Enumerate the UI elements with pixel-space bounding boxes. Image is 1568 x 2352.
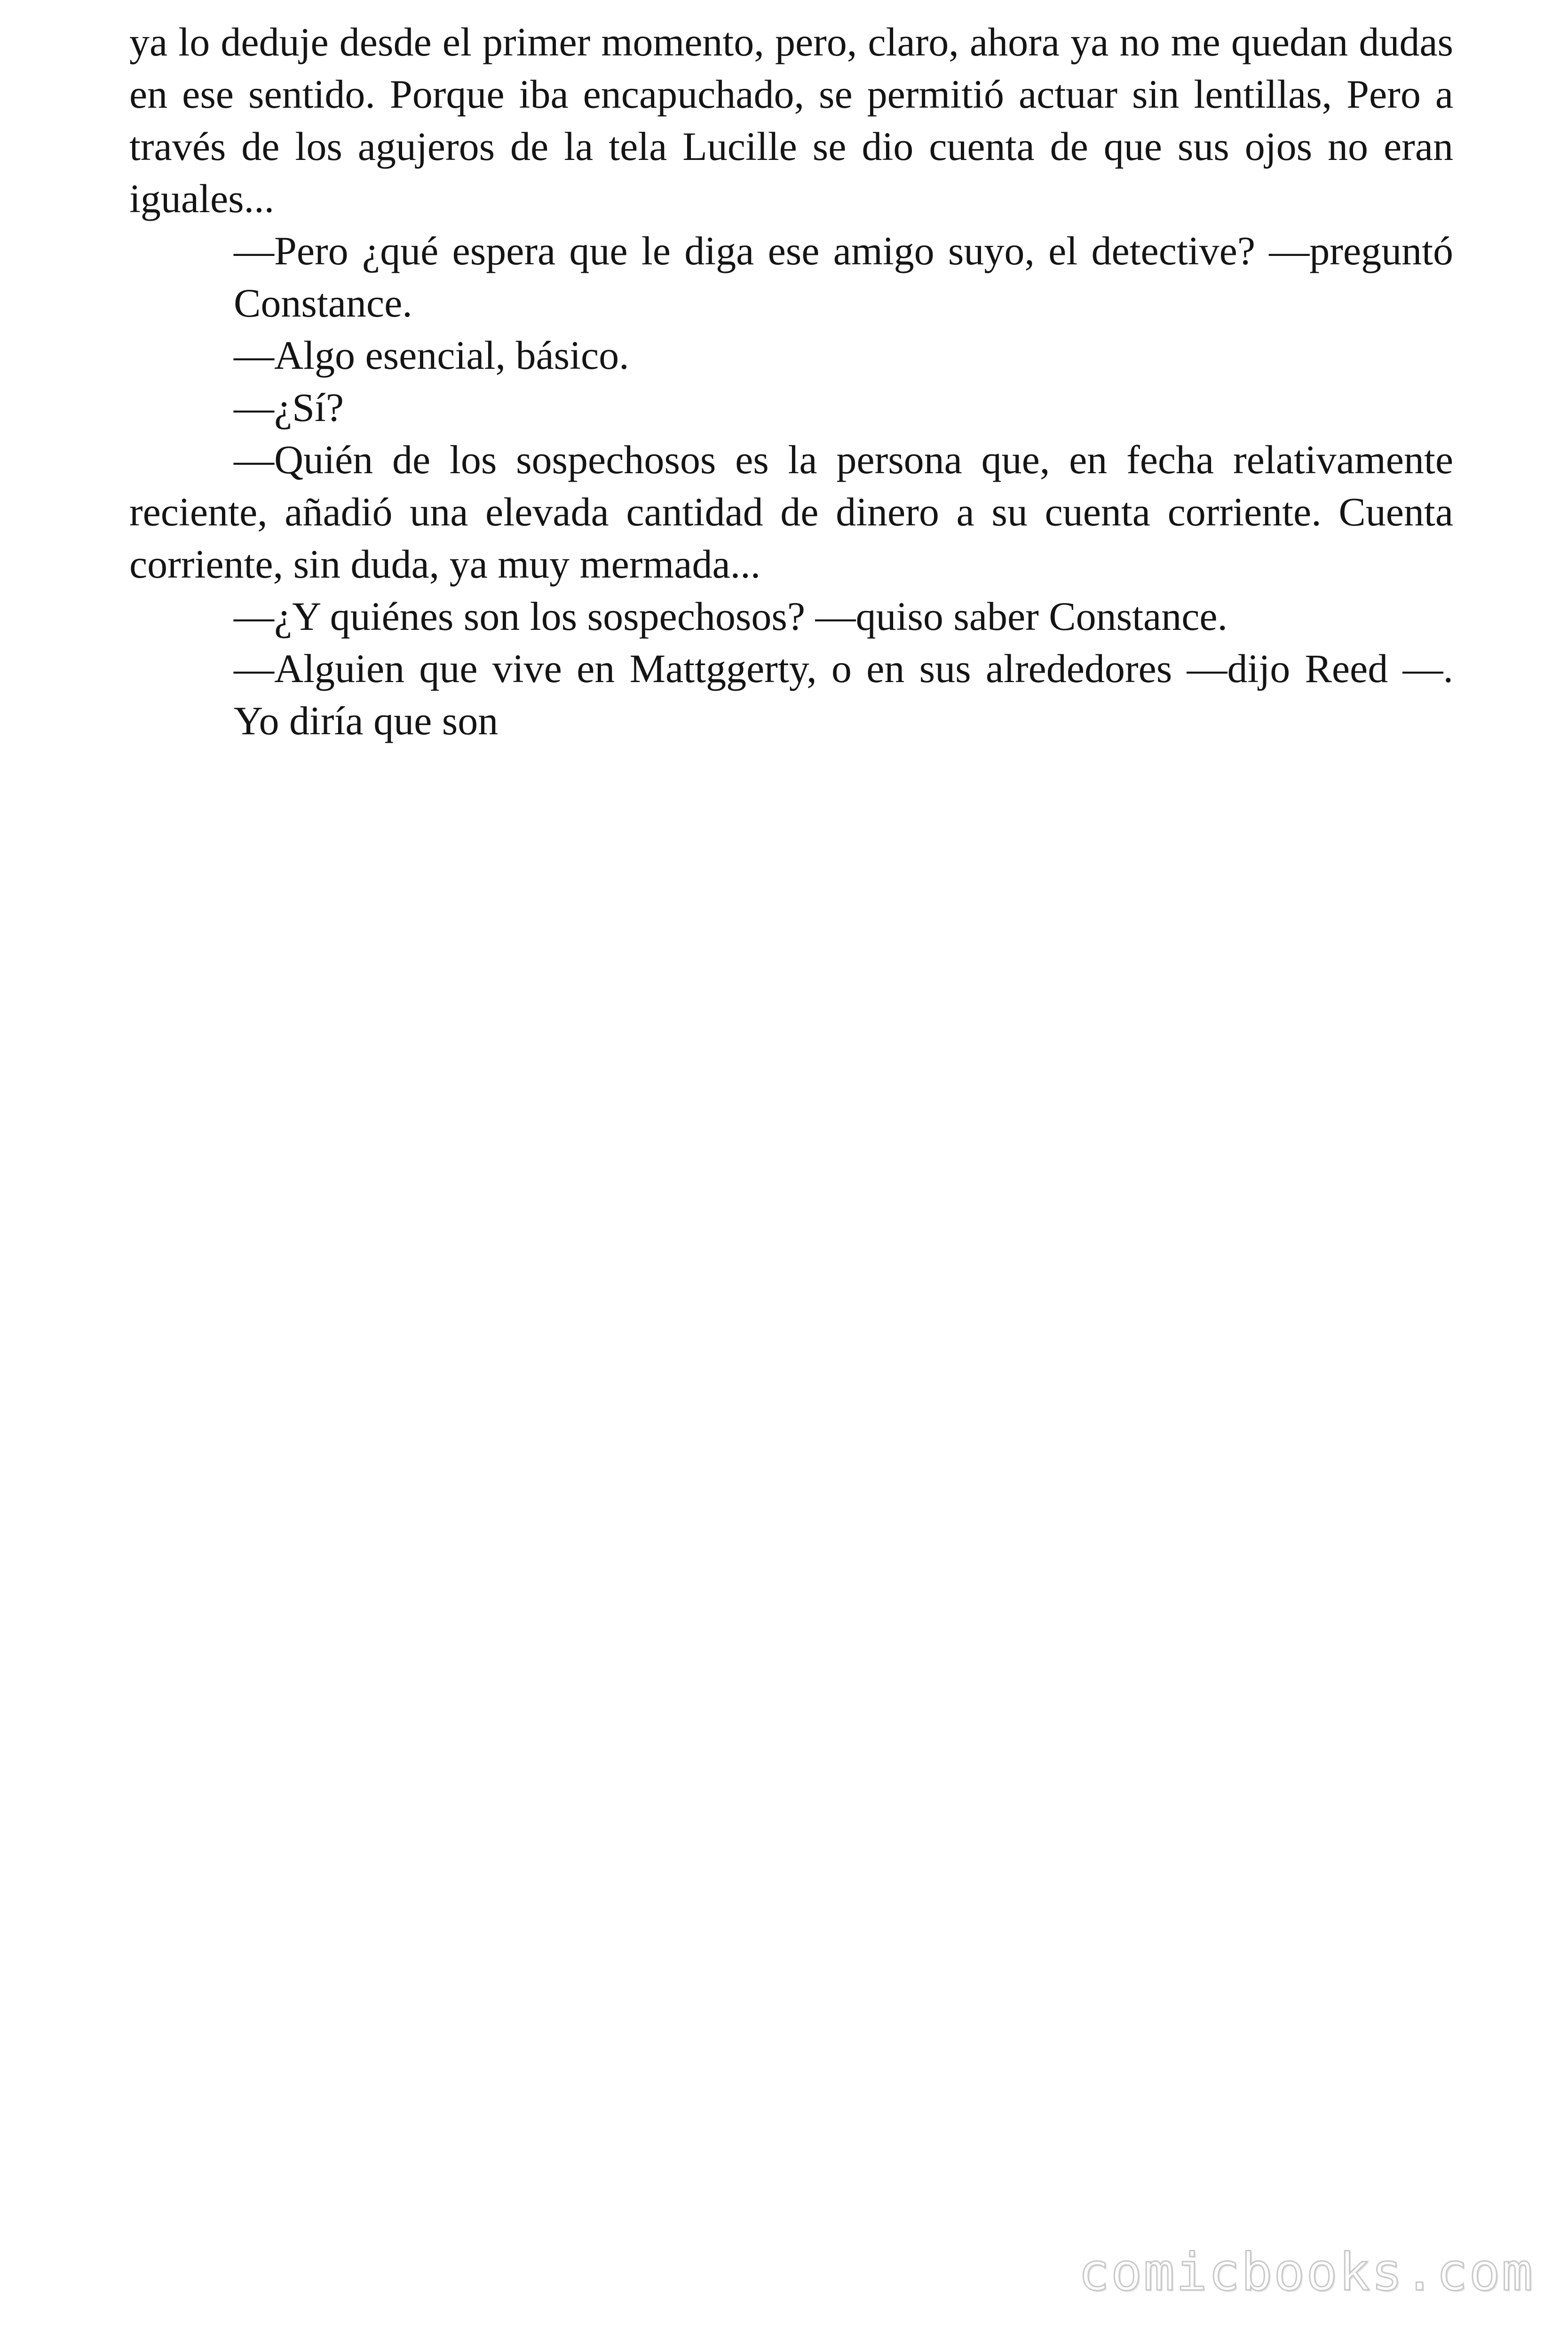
- paragraph-dialogue: —Pero ¿qué espera que le diga ese amigo suyo, el detective? —preguntó Constance.: [234, 228, 1453, 326]
- paragraph-dialogue: —Alguien que vive en Mattggerty, o en sus alrededores —dijo Reed —. Yo diría que son: [234, 646, 1453, 743]
- paragraph-dialogue: —¿Sí?: [234, 385, 344, 430]
- paragraph-dialogue: —Quién de los sospechosos es la persona que, en fecha relativamente reciente, añadió una elevada cantidad de dinero a su cuenta corriente. Cuenta corriente, sin duda, ya muy mermada...: [129, 437, 1453, 587]
- paragraph-dialogue: —Algo esencial, básico.: [234, 333, 629, 378]
- paragraph-dialogue: —¿Y quiénes son los sospechosos? —quiso saber Constance.: [234, 594, 1228, 639]
- watermark: comicbooks.com: [1078, 2242, 1534, 2302]
- paragraph-continuation: ya lo deduje desde el primer momento, pero, claro, ahora ya no me quedan dudas en ese sentido. Porque iba encapuchado, se permitió actuar sin lentillas, Pero a través de los agujeros de la tela Lucille se dio cuenta de que sus ojos no eran iguales...: [129, 19, 1453, 221]
- page-text: [129, 16, 1453, 747]
